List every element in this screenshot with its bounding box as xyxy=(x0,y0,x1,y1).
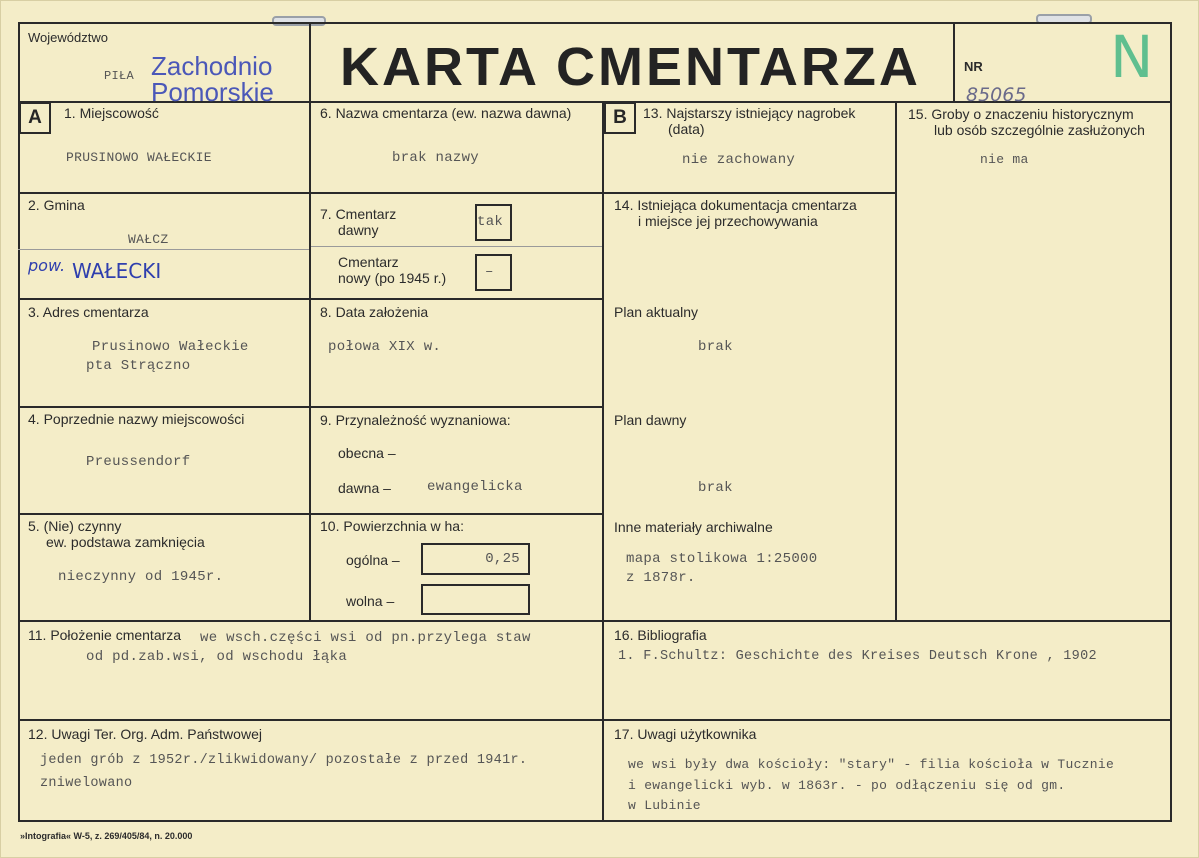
header-sep-2 xyxy=(953,22,955,102)
section-b-letter: B xyxy=(604,102,636,134)
field-14-label-line2: i miejsce jej przechowywania xyxy=(638,213,818,229)
field-13-label-line1: 13. Najstarszy istniejący nagrobek xyxy=(643,105,856,121)
field-10-total-label: ogólna – xyxy=(346,552,400,568)
other-materials-line2: z 1878r. xyxy=(626,570,696,586)
col-line-1 xyxy=(309,101,311,620)
plan-current-value: brak xyxy=(698,339,733,355)
field-11-value-line2: od pd.zab.wsi, od wschodu łąka xyxy=(86,649,348,665)
col-line-3 xyxy=(895,101,897,620)
outer-left xyxy=(18,22,20,822)
field-10-total-box xyxy=(421,543,530,575)
field-1-value: PRUSINOWO WAŁECKIE xyxy=(66,150,212,165)
field-17-value-line2: i ewangelicki wyb. w 1863r. - po odłączeniu się od gm. xyxy=(628,778,1066,793)
wojewodztwo-label: Województwo xyxy=(28,30,108,45)
field-3-value-line1: Prusinowo Wałeckie xyxy=(92,339,249,355)
wojewodztwo-stamp-line1: Zachodnio xyxy=(151,51,273,81)
field-7-old-box xyxy=(475,204,512,241)
field-15-label-line1: 15. Groby o znaczeniu historycznym xyxy=(908,106,1134,122)
field-6-label: 6. Nazwa cmentarza (ew. nazwa dawna) xyxy=(320,105,572,121)
bottom-row-mid xyxy=(18,719,1172,721)
outer-right xyxy=(1170,22,1172,822)
field-7-old-label-line2: dawny xyxy=(338,222,379,238)
header-sep-1 xyxy=(309,22,311,102)
field-8-label: 8. Data założenia xyxy=(320,304,429,320)
field-7-new-label-line2: nowy (po 1945 r.) xyxy=(338,270,447,286)
other-materials-label: Inne materiały archiwalne xyxy=(614,519,773,535)
other-materials-line1: mapa stolikowa 1:25000 xyxy=(626,551,818,567)
field-17-value-line3: w Lubinie xyxy=(628,798,701,813)
plan-current-label: Plan aktualny xyxy=(614,304,699,320)
field-2-hand-prefix: pow. xyxy=(28,256,66,275)
field-7-old-value: tak xyxy=(477,214,504,230)
field-7-old-label-line1: 7. Cmentarz xyxy=(320,206,397,222)
field-2-value: WAŁCZ xyxy=(128,232,169,247)
row-line-2 xyxy=(18,298,604,300)
row-line-4 xyxy=(18,513,604,515)
field-5-label-line2: ew. podstawa zamknięcia xyxy=(46,534,205,550)
field-13-value: nie zachowany xyxy=(682,152,796,168)
field-4-value: Preussendorf xyxy=(86,454,191,470)
outer-top xyxy=(18,22,1172,24)
outer-bottom xyxy=(18,820,1172,822)
field-11-value-line1: we wsch.części wsi od pn.przylega staw xyxy=(200,630,531,646)
row-line-3 xyxy=(18,406,604,408)
field-6-value: brak nazwy xyxy=(392,150,480,166)
field-12-value-line2: zniwelowano xyxy=(40,776,133,791)
page-title: KARTA CMENTARZA xyxy=(340,37,921,97)
field-16-value: 1. F.Schultz: Geschichte des Kreises Deutsch Krone , 1902 xyxy=(618,649,1097,664)
field-7-new-box xyxy=(475,254,512,291)
field-5-value: nieczynny od 1945r. xyxy=(58,569,224,585)
paper-clip-left xyxy=(272,16,326,26)
cmentarz-split xyxy=(311,246,602,247)
field-8-value: połowa XIX w. xyxy=(328,339,442,355)
field-1-label: 1. Miejscowość xyxy=(64,105,159,121)
plan-former-value: brak xyxy=(698,480,733,496)
field-10-free-box xyxy=(421,584,530,615)
field-10-total-value: 0,25 xyxy=(485,551,520,567)
field-5-label-line1: 5. (Nie) czynny xyxy=(28,518,122,534)
field-11-label: 11. Położenie cmentarza xyxy=(28,627,182,643)
field-9-former-value: ewangelicka xyxy=(427,479,523,495)
field-9-label: 9. Przynależność wyznaniowa: xyxy=(320,412,511,428)
section-a-letter: A xyxy=(19,102,51,134)
field-15-value: nie ma xyxy=(980,152,1029,167)
field-14-label-line1: 14. Istniejąca dokumentacja cmentarza xyxy=(614,197,857,213)
field-3-value-line2: pta Strączno xyxy=(86,358,191,374)
plan-former-label: Plan dawny xyxy=(614,412,687,428)
field-9-current-label: obecna – xyxy=(338,445,396,461)
bottom-row-top xyxy=(18,620,1172,622)
field-13-label-line2: (data) xyxy=(668,121,705,137)
field-4-label: 4. Poprzednie nazwy miejscowości xyxy=(28,411,245,427)
field-17-value-line1: we wsi były dwa kościoły: "stary" - filia kościoła w Tucznie xyxy=(628,757,1115,772)
field-9-former-label: dawna – xyxy=(338,480,391,496)
nr-label: NR xyxy=(964,59,983,74)
field-12-value-line1: jeden grób z 1952r./zlikwidowany/ pozostałe z przed 1941r. xyxy=(40,753,528,768)
field-16-label: 16. Bibliografia xyxy=(614,627,707,643)
field-2-label: 2. Gmina xyxy=(28,197,85,213)
field-7-new-label-line1: Cmentarz xyxy=(338,254,399,270)
field-10-label: 10. Powierzchnia w ha: xyxy=(320,518,464,534)
row-line-1 xyxy=(18,192,604,194)
nr-handwritten: 85065 xyxy=(966,84,1027,106)
col-line-2 xyxy=(602,101,604,820)
row-line-b13 xyxy=(602,192,897,194)
field-12-label: 12. Uwagi Ter. Org. Adm. Państwowej xyxy=(28,726,262,742)
wojewodztwo-stamp-line2: Pomorskie xyxy=(151,77,274,107)
field-7-new-value: – xyxy=(485,264,494,280)
field-15-label-line2: lub osób szczególnie zasłużonych xyxy=(934,122,1145,138)
field-3-label: 3. Adres cmentarza xyxy=(28,304,149,320)
field-2-hand-value: WAŁECKI xyxy=(72,259,162,283)
wojewodztwo-small: PIŁA xyxy=(104,69,135,83)
nr-letter: N xyxy=(1110,23,1154,91)
field-17-label: 17. Uwagi użytkownika xyxy=(614,726,757,742)
printer-note: »Intografia« W-5, z. 269/405/84, n. 20.000 xyxy=(20,831,193,841)
field-10-free-label: wolna – xyxy=(346,593,395,609)
